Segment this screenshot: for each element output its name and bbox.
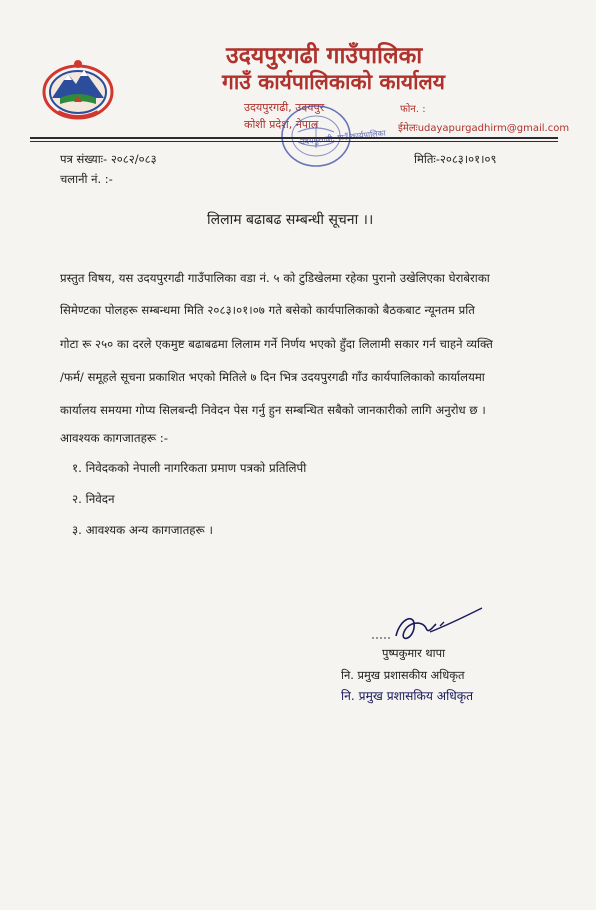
document-item: २. निवेदन xyxy=(72,492,115,506)
dispatch-number: चलानी नं. :- xyxy=(60,172,113,186)
paragraph-line: कार्यालय समयमा गोप्य सिलबन्दी निवेदन पेस गर्नु हुन सम्बन्धित सबैको जानकारीको लागि अनुरोध छ । xyxy=(60,403,486,417)
notice-heading: लिलाम बढाबढ सम्बन्धी सूचना ।। xyxy=(207,212,374,228)
phone-label: फोन. : xyxy=(400,104,426,115)
email-address: ईमेलःudayapurgadhirm@gmail.com xyxy=(398,123,570,134)
paragraph-line: सिमेण्टका पोलहरू सम्बन्धमा मिति २०८३।०१।०७ गते बसेको कार्यपालिकाको बैठकबाट न्यूनतम प्रति xyxy=(60,303,475,317)
designation-stamp: नि. प्रमुख प्रशासकिय अधिकृत xyxy=(341,689,474,703)
address-line-1: उदयपुरगढी, उदयपुर xyxy=(244,101,325,114)
stamp-text: उदयपुरगढी, गाउँ कार्यपालिका xyxy=(299,128,387,147)
header-rule-thin xyxy=(30,141,558,142)
paragraph-line: गोटा रू २५० का दरले एकमुष्ट बढाबढमा लिलाम गर्ने निर्णय भएको हुँदा लिलामी सकार गर्न चाहने व्यक्ति xyxy=(60,337,493,351)
paragraph-line: प्रस्तुत विषय, यस उदयपुरगढी गाउँपालिका वडा नं. ५ को टुडिखेलमा रहेका पुरानो उखेलिएका घेराबेराका xyxy=(60,271,490,285)
signatory-designation: नि. प्रमुख प्रशासकीय अधिकृत xyxy=(341,668,465,682)
header-rule-thick xyxy=(30,137,558,139)
signatory-name: पुष्पकुमार थापा xyxy=(382,646,446,660)
government-emblem-icon xyxy=(38,52,118,122)
letter-date: मितिः-२०८३।०१।०९ xyxy=(414,152,497,166)
document-item: १. निवेदकको नेपाली नागरिकता प्रमाण पत्रको प्रतिलिपी xyxy=(72,461,307,475)
signature-icon xyxy=(370,598,488,650)
documents-label: आवश्यक कागजातहरू :- xyxy=(60,431,168,445)
letter-number: पत्र संख्याः- २०८२/०८३ xyxy=(60,152,157,166)
office-subtitle: गाउँ कार्यपालिकाको कार्यालय xyxy=(222,69,445,94)
paragraph-line: /फर्म/ समूहले सूचना प्रकाशित भएको मितिले ७ दिन भित्र उदयपुरगढी गाँउ कार्यपालिकाको कार्यालयमा xyxy=(60,370,485,384)
office-title: उदयपुरगढी गाउँपालिका xyxy=(226,42,423,69)
document-item: ३. आवश्यक अन्य कागजातहरू । xyxy=(72,523,213,537)
address-line-2: कोशी प्रदेश, नेपाल xyxy=(244,118,319,131)
